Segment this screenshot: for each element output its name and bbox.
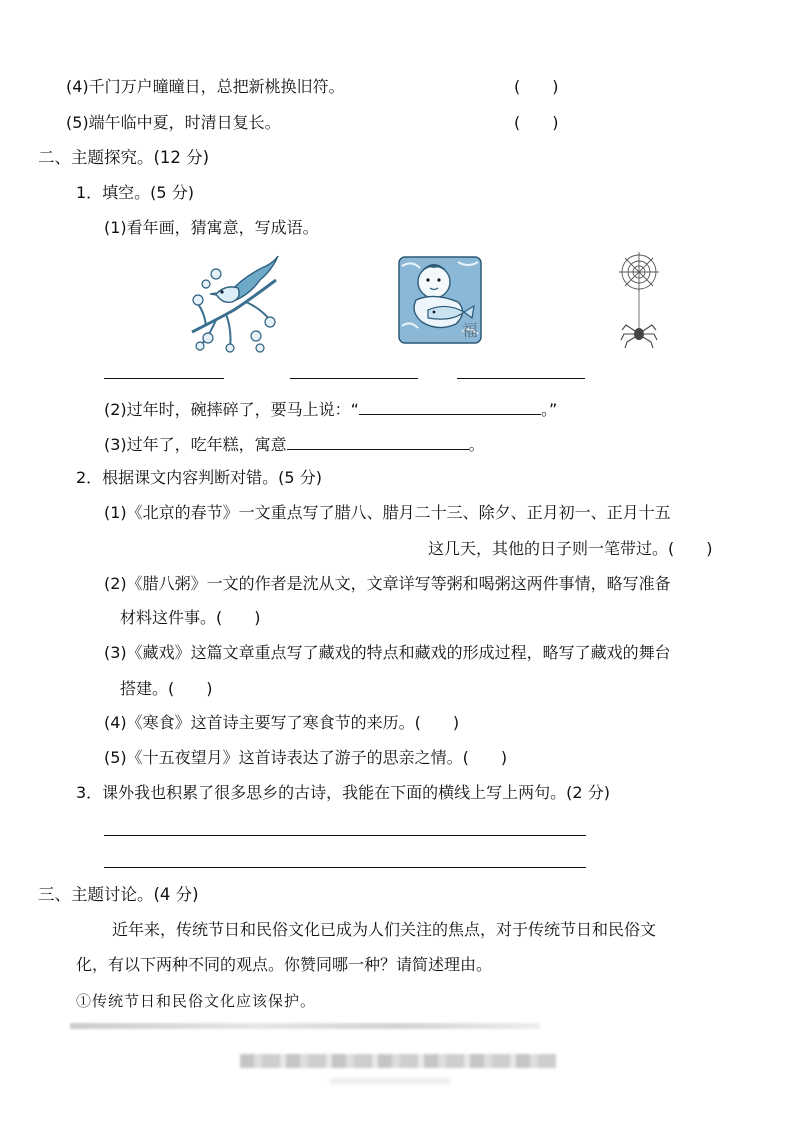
blurred-footer bbox=[240, 1054, 556, 1068]
section-2-heading: 二、主题探究。(12 分) bbox=[38, 148, 210, 167]
spider-web-image bbox=[614, 252, 664, 350]
magpie-plum-icon bbox=[186, 250, 282, 354]
q1-title: 1．填空。(5 分) bbox=[76, 183, 194, 202]
poem-answer-line-1[interactable] bbox=[104, 835, 586, 836]
fu-character: 福 bbox=[462, 321, 479, 340]
child-fish-image bbox=[398, 256, 482, 344]
q1-sub2-suffix: 。” bbox=[540, 400, 558, 419]
q2-item-3a: (3)《藏戏》这篇文章重点写了藏戏的特点和藏戏的形成过程，略写了藏戏的舞台 bbox=[104, 643, 671, 662]
q1-sub2 bbox=[104, 398, 557, 421]
question-5-text: (5)端午临中夏，时清日复长。 bbox=[66, 113, 281, 132]
idiom-answer-line-3[interactable] bbox=[457, 378, 585, 379]
poem-answer-line-2[interactable] bbox=[104, 867, 586, 868]
section-3-para-line-2: 化，有以下两种不同的观点。你赞同哪一种？请简述理由。 bbox=[76, 955, 493, 974]
q1-sub3 bbox=[104, 433, 485, 456]
q2-title: 2．根据课文内容判断对错。(5 分) bbox=[76, 468, 322, 487]
q1-sub1: (1)看年画，猜寓意，写成语。 bbox=[104, 218, 319, 237]
q1-sub3-suffix: 。 bbox=[468, 435, 485, 454]
spider-web-icon bbox=[614, 252, 664, 350]
q1-sub3-blank[interactable] bbox=[287, 433, 469, 450]
blurred-footer-2 bbox=[330, 1078, 450, 1084]
magpie-plum-image bbox=[186, 250, 282, 354]
answer-paren-5[interactable]: ( ) bbox=[514, 113, 559, 132]
q2-item-1a: (1)《北京的春节》一文重点写了腊八、腊月二十三、除夕、正月初一、正月十五 bbox=[104, 503, 671, 522]
question-4-text: (4)千门万户曈曈日，总把新桃换旧符。 bbox=[66, 77, 345, 96]
section-3-para-line-1: 近年来，传统节日和民俗文化已成为人们关注的焦点，对于传统节日和民俗文 bbox=[112, 920, 657, 939]
q2-item-2b[interactable]: 材料这件事。( ) bbox=[120, 608, 261, 627]
q2-item-3b[interactable]: 搭建。( ) bbox=[120, 679, 213, 698]
q2-item-4[interactable]: (4)《寒食》这首诗主要写了寒食节的来历。( ) bbox=[104, 713, 460, 732]
q1-sub3-prefix: (3)过年了，吃年糕，寓意 bbox=[104, 435, 287, 454]
q2-item-5[interactable]: (5)《十五夜望月》这首诗表达了游子的思亲之情。( ) bbox=[104, 748, 508, 767]
q3-title: 3．课外我也积累了很多思乡的古诗，我能在下面的横线上写上两句。(2 分) bbox=[76, 783, 610, 802]
q1-sub2-blank[interactable] bbox=[359, 398, 541, 415]
opinion-1: ①传统节日和民俗文化应该保护。 bbox=[76, 992, 317, 1010]
section-3-heading: 三、主题讨论。(4 分) bbox=[38, 885, 199, 904]
idiom-answer-line-1[interactable] bbox=[104, 378, 224, 379]
cutoff-text-line bbox=[70, 1023, 540, 1029]
idiom-answer-line-2[interactable] bbox=[290, 378, 418, 379]
q2-item-2a: (2)《腊八粥》一文的作者是沈从文，文章详写等粥和喝粥这两件事情，略写准备 bbox=[104, 574, 671, 593]
answer-paren-4[interactable]: ( ) bbox=[514, 77, 559, 96]
q2-item-1b[interactable]: 这几天，其他的日子则一笔带过。( ) bbox=[428, 539, 713, 558]
q1-sub2-prefix: (2)过年时，碗摔碎了，要马上说：“ bbox=[104, 400, 359, 419]
